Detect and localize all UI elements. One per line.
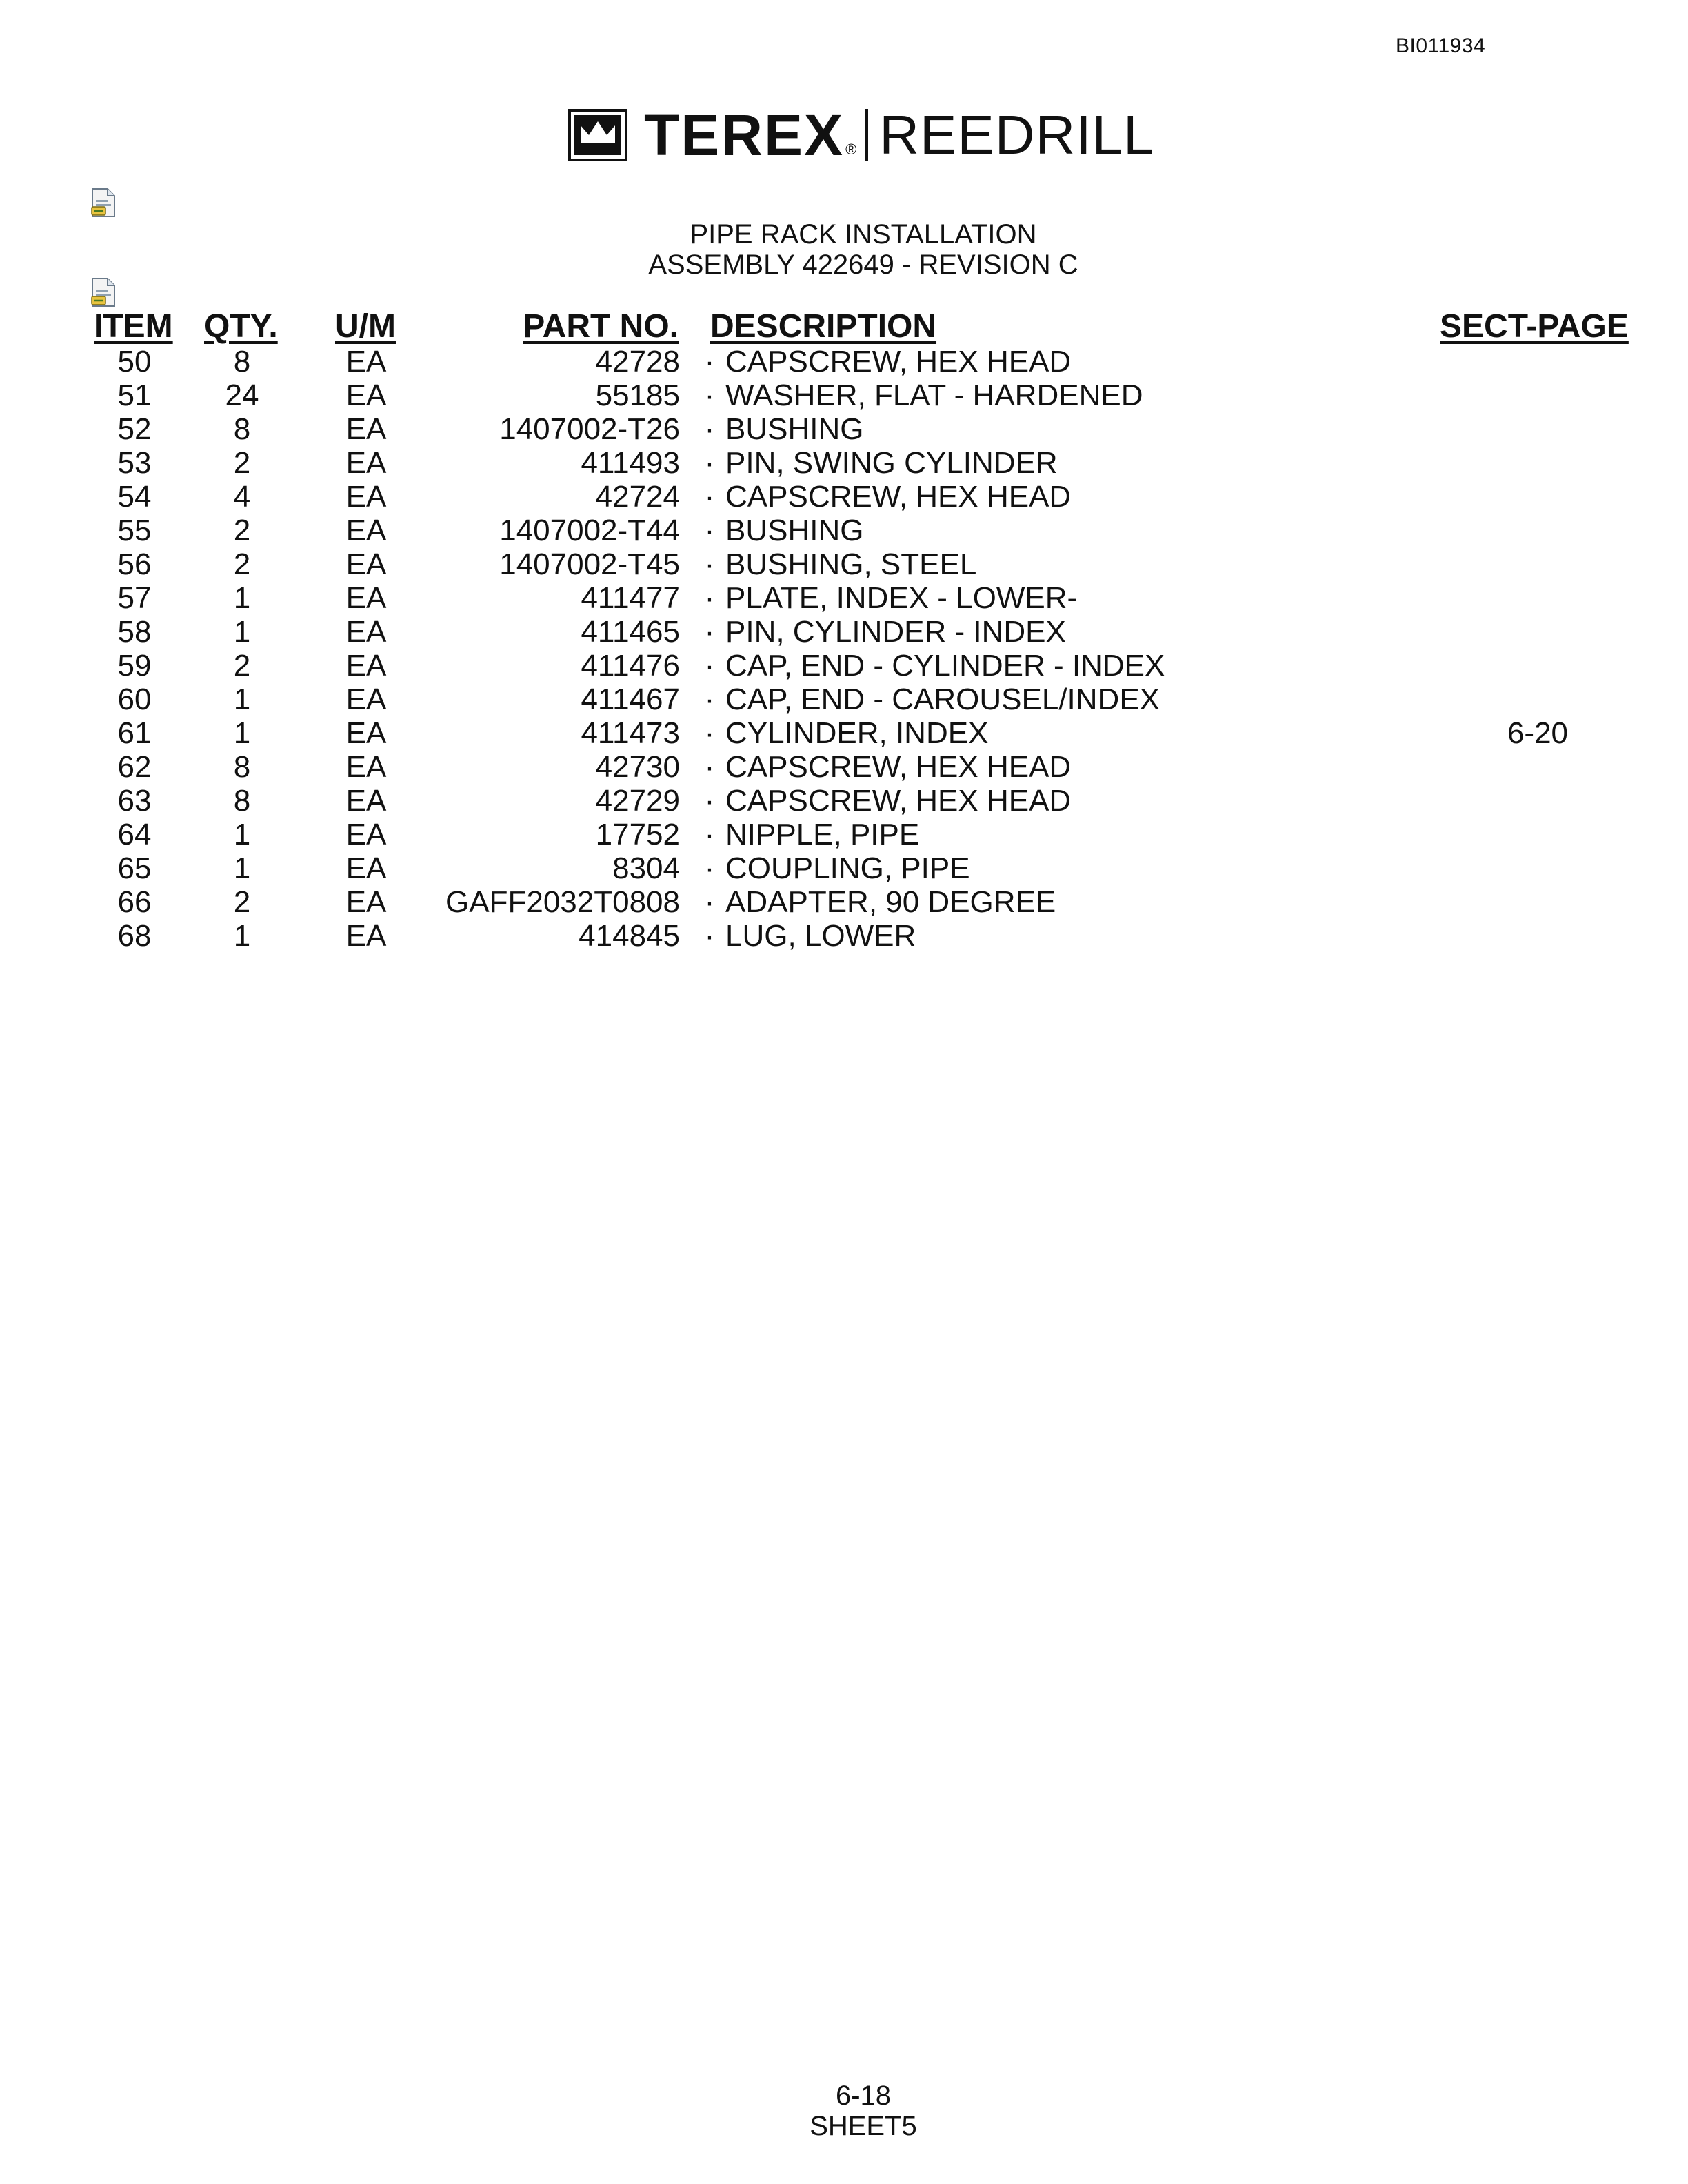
description: PIN, SWING CYLINDER <box>725 446 1058 480</box>
unit-of-measure: EA <box>345 851 387 885</box>
table-row <box>0 716 1688 750</box>
part-number: 411476 <box>581 649 680 682</box>
unit-of-measure: EA <box>345 649 387 682</box>
unit-of-measure: EA <box>345 378 387 412</box>
unit-of-measure: EA <box>345 345 387 378</box>
quantity: 24 <box>225 378 259 412</box>
item-number: 56 <box>117 547 152 581</box>
table-row <box>0 345 1688 378</box>
assembly-subtitle: ASSEMBLY 422649 - REVISION C <box>648 250 1078 280</box>
item-number: 57 <box>117 581 152 615</box>
description: BUSHING <box>725 514 864 547</box>
description: CAPSCREW, HEX HEAD <box>725 345 1072 378</box>
sheet-label: SHEET5 <box>810 2111 917 2141</box>
part-number: 8304 <box>612 851 680 885</box>
unit-of-measure: EA <box>345 581 387 615</box>
table-row <box>0 784 1688 818</box>
column-header-part-no: PART NO. <box>523 308 679 345</box>
bullet: · <box>704 716 715 750</box>
description: BUSHING <box>725 412 864 446</box>
description: CYLINDER, INDEX <box>725 716 989 750</box>
unit-of-measure: EA <box>345 480 387 514</box>
quantity: 2 <box>233 547 251 581</box>
table-row <box>0 446 1688 480</box>
table-row <box>0 649 1688 682</box>
unit-of-measure: EA <box>345 919 387 953</box>
table-row <box>0 919 1688 953</box>
part-number: 42724 <box>595 480 680 514</box>
table-row <box>0 378 1688 412</box>
bullet: · <box>704 851 715 885</box>
part-number: 411493 <box>581 446 680 480</box>
parts-table <box>0 345 1688 953</box>
logo-sub-text: REEDRILL <box>879 104 1155 165</box>
table-row <box>0 412 1688 446</box>
part-number: 411473 <box>581 716 680 750</box>
part-number: 411465 <box>581 615 680 649</box>
unit-of-measure: EA <box>345 547 387 581</box>
column-header-description: DESCRIPTION <box>710 308 937 345</box>
sect-page-ref: 6-20 <box>1507 716 1569 750</box>
bullet: · <box>704 547 715 581</box>
part-number: 1407002-T26 <box>499 412 680 446</box>
quantity: 1 <box>233 615 251 649</box>
part-number: 55185 <box>595 378 680 412</box>
column-header-um: U/M <box>335 308 396 345</box>
part-number: 1407002-T44 <box>499 514 680 547</box>
terex-reedrill-logo <box>568 103 1155 168</box>
description: PLATE, INDEX - LOWER- <box>725 581 1078 615</box>
quantity: 1 <box>233 581 251 615</box>
bullet: · <box>704 615 715 649</box>
bullet: · <box>704 378 715 412</box>
item-number: 63 <box>117 784 152 818</box>
document-id: BI011934 <box>1396 34 1486 57</box>
table-row <box>0 615 1688 649</box>
description: NIPPLE, PIPE <box>725 818 920 851</box>
bullet: · <box>704 514 715 547</box>
part-number: GAFF2032T0808 <box>445 885 680 919</box>
assembly-title: PIPE RACK INSTALLATION <box>690 219 1037 250</box>
item-number: 60 <box>117 682 152 716</box>
unit-of-measure: EA <box>345 412 387 446</box>
table-row <box>0 851 1688 885</box>
bullet: · <box>704 446 715 480</box>
logo-divider <box>865 109 868 161</box>
unit-of-measure: EA <box>345 784 387 818</box>
part-number: 411477 <box>581 581 680 615</box>
part-number: 42728 <box>595 345 680 378</box>
page-number: 6-18 <box>835 2081 892 2111</box>
unit-of-measure: EA <box>345 818 387 851</box>
unit-of-measure: EA <box>345 615 387 649</box>
unit-of-measure: EA <box>345 682 387 716</box>
part-number: 42730 <box>595 750 680 784</box>
item-number: 52 <box>117 412 152 446</box>
description: LUG, LOWER <box>725 919 916 953</box>
quantity: 2 <box>233 514 251 547</box>
quantity: 1 <box>233 682 251 716</box>
bullet: · <box>704 885 715 919</box>
quantity: 1 <box>233 818 251 851</box>
logo-brand-text: TEREX <box>644 103 845 168</box>
bullet: · <box>704 649 715 682</box>
quantity: 1 <box>233 716 251 750</box>
part-number: 1407002-T45 <box>499 547 680 581</box>
document-icon[interactable] <box>90 277 117 307</box>
quantity: 8 <box>233 784 251 818</box>
document-icon[interactable] <box>90 188 117 218</box>
description: BUSHING, STEEL <box>725 547 977 581</box>
item-number: 66 <box>117 885 152 919</box>
table-row <box>0 682 1688 716</box>
table-row <box>0 581 1688 615</box>
item-number: 62 <box>117 750 152 784</box>
item-number: 58 <box>117 615 152 649</box>
bullet: · <box>704 581 715 615</box>
unit-of-measure: EA <box>345 446 387 480</box>
table-row <box>0 750 1688 784</box>
item-number: 51 <box>117 378 152 412</box>
description: WASHER, FLAT - HARDENED <box>725 378 1143 412</box>
unit-of-measure: EA <box>345 750 387 784</box>
unit-of-measure: EA <box>345 716 387 750</box>
table-row <box>0 547 1688 581</box>
bullet: · <box>704 412 715 446</box>
table-row <box>0 885 1688 919</box>
description: CAP, END - CAROUSEL/INDEX <box>725 682 1160 716</box>
description: COUPLING, PIPE <box>725 851 970 885</box>
bullet: · <box>704 345 715 378</box>
item-number: 53 <box>117 446 152 480</box>
item-number: 61 <box>117 716 152 750</box>
quantity: 8 <box>233 750 251 784</box>
registered-mark: ® <box>845 141 857 158</box>
column-header-qty: QTY. <box>204 308 278 345</box>
unit-of-measure: EA <box>345 885 387 919</box>
item-number: 59 <box>117 649 152 682</box>
part-number: 411467 <box>581 682 680 716</box>
bullet: · <box>704 480 715 514</box>
item-number: 65 <box>117 851 152 885</box>
table-row <box>0 514 1688 547</box>
item-number: 54 <box>117 480 152 514</box>
part-number: 42729 <box>595 784 680 818</box>
quantity: 1 <box>233 919 251 953</box>
quantity: 2 <box>233 446 251 480</box>
quantity: 8 <box>233 345 251 378</box>
description: CAP, END - CYLINDER - INDEX <box>725 649 1165 682</box>
bullet: · <box>704 818 715 851</box>
bullet: · <box>704 784 715 818</box>
part-number: 17752 <box>595 818 680 851</box>
description: CAPSCREW, HEX HEAD <box>725 750 1072 784</box>
quantity: 2 <box>233 885 251 919</box>
description: CAPSCREW, HEX HEAD <box>725 480 1072 514</box>
item-number: 68 <box>117 919 152 953</box>
bullet: · <box>704 919 715 953</box>
terex-crown-icon <box>568 109 627 161</box>
bullet: · <box>704 682 715 716</box>
quantity: 2 <box>233 649 251 682</box>
description: PIN, CYLINDER - INDEX <box>725 615 1066 649</box>
column-header-item: ITEM <box>94 308 173 345</box>
column-header-sect-page: SECT-PAGE <box>1440 308 1629 345</box>
part-number: 414845 <box>579 919 680 953</box>
quantity: 8 <box>233 412 251 446</box>
quantity: 4 <box>233 480 251 514</box>
unit-of-measure: EA <box>345 514 387 547</box>
description: CAPSCREW, HEX HEAD <box>725 784 1072 818</box>
item-number: 50 <box>117 345 152 378</box>
item-number: 64 <box>117 818 152 851</box>
table-row <box>0 480 1688 514</box>
description: ADAPTER, 90 DEGREE <box>725 885 1056 919</box>
quantity: 1 <box>233 851 251 885</box>
bullet: · <box>704 750 715 784</box>
table-row <box>0 818 1688 851</box>
item-number: 55 <box>117 514 152 547</box>
